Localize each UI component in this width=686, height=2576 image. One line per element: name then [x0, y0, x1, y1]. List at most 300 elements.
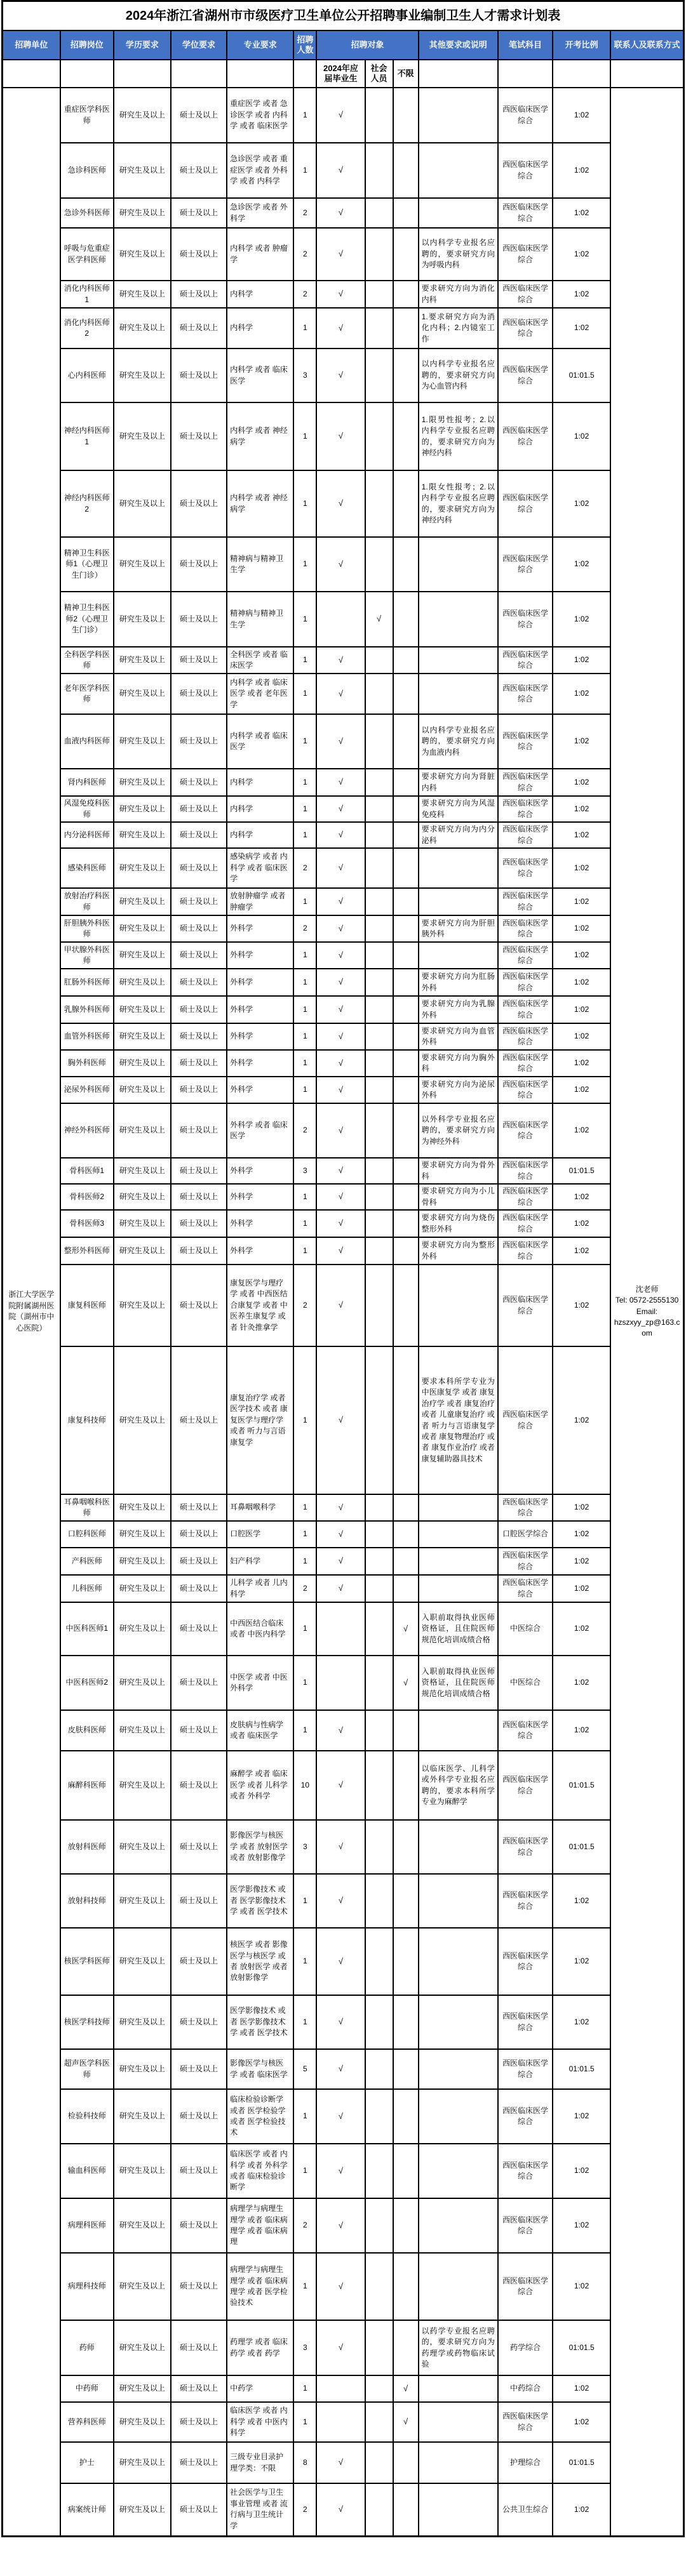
cell-degree: 硕士及以上 [171, 308, 227, 349]
cell-ratio: 1:02 [553, 1874, 610, 1928]
table-row [3, 1237, 684, 1265]
cell-degree: 硕士及以上 [171, 281, 227, 308]
cell-major: 临床医学 或者 内科学 或者 外科学 或者 临床检验诊断学 [227, 2144, 293, 2198]
cell-count: 10 [293, 1751, 316, 1820]
cell-post: 感染科医师 [60, 848, 114, 888]
cell-education: 研究生及以上 [114, 1184, 171, 1210]
cell-other-requirements: 要求研究方向为整形外科 [419, 1237, 498, 1265]
cell-education: 研究生及以上 [114, 2402, 171, 2442]
cell-post: 麻醉科医师 [60, 1751, 114, 1820]
cell-target-fresh: √ [316, 470, 365, 537]
cell-post: 全科医学科医师 [60, 647, 114, 674]
cell-target-fresh: √ [316, 198, 365, 228]
cell-target-fresh: √ [316, 1184, 365, 1210]
cell-count: 1 [293, 674, 316, 714]
cell-ratio: 1:02 [553, 1575, 610, 1602]
cell-other-requirements: 以内科学专业报名应聘的，要求研究方向为心血管内科 [419, 349, 498, 402]
subheader-empty [227, 60, 293, 88]
cell-post: 血管外科医师 [60, 1023, 114, 1050]
cell-target-fresh: √ [316, 647, 365, 674]
cell-target-fresh: √ [316, 281, 365, 308]
cell-count: 1 [293, 143, 316, 198]
cell-ratio: 01:01.5 [553, 1158, 610, 1184]
cell-exam-subject: 西医临床医学综合 [498, 2198, 553, 2253]
cell-post: 耳鼻咽喉科医师 [60, 1494, 114, 1521]
cell-count: 1 [293, 942, 316, 969]
col-header-count: 招聘人数 [293, 30, 316, 60]
cell-target-social [365, 1710, 393, 1751]
cell-education: 研究生及以上 [114, 228, 171, 281]
cell-target-social [365, 1656, 393, 1710]
cell-degree: 硕士及以上 [171, 1656, 227, 1710]
cell-target-unlimited [393, 1995, 419, 2049]
cell-count: 1 [293, 308, 316, 349]
cell-target-fresh: √ [316, 1928, 365, 1995]
cell-target-unlimited [393, 198, 419, 228]
cell-education: 研究生及以上 [114, 915, 171, 942]
cell-major: 感染病学 或者 内科学 或者 临床医学 [227, 848, 293, 888]
cell-other-requirements [419, 537, 498, 592]
cell-degree: 硕士及以上 [171, 2442, 227, 2483]
cell-education: 研究生及以上 [114, 2442, 171, 2483]
cell-target-social [365, 2198, 393, 2253]
table-row [3, 1874, 684, 1928]
cell-education: 研究生及以上 [114, 996, 171, 1023]
cell-count: 3 [293, 1820, 316, 1874]
cell-ratio: 1:02 [553, 2089, 610, 2144]
cell-post: 中药师 [60, 2375, 114, 2402]
cell-degree: 硕士及以上 [171, 942, 227, 969]
table-row [3, 1077, 684, 1103]
cell-target-unlimited [393, 1210, 419, 1237]
cell-target-fresh [316, 2375, 365, 2402]
cell-target-social [365, 308, 393, 349]
cell-other-requirements: 1.限男性报考；2.以内科学专业报名应聘的，要求研究方向为神经内科 [419, 402, 498, 470]
cell-other-requirements: 1.要求研究方向为消化内科；2.内镜室工作 [419, 308, 498, 349]
subheader-empty [3, 60, 60, 88]
cell-other-requirements: 入职前取得执业医师资格证，且住院医师规范化培训成绩合格 [419, 1656, 498, 1710]
cell-degree: 硕士及以上 [171, 848, 227, 888]
cell-degree: 硕士及以上 [171, 470, 227, 537]
cell-post: 肾内科医师 [60, 769, 114, 796]
cell-target-unlimited [393, 1023, 419, 1050]
cell-target-fresh: √ [316, 1237, 365, 1265]
cell-count: 1 [293, 647, 316, 674]
table-row [3, 228, 684, 281]
cell-count: 1 [293, 88, 316, 143]
cell-target-social [365, 2375, 393, 2402]
title-row [3, 1, 684, 31]
table-row [3, 2402, 684, 2442]
cell-target-social [365, 1995, 393, 2049]
cell-degree: 硕士及以上 [171, 822, 227, 848]
cell-ratio: 1:02 [553, 2253, 610, 2320]
cell-count: 1 [293, 1521, 316, 1548]
subheader-empty [610, 60, 683, 88]
cell-target-social [365, 1210, 393, 1237]
cell-major: 影像医学与核医学 或者 临床医学 [227, 2049, 293, 2089]
table-row [3, 1158, 684, 1184]
subheader-fresh-graduates: 2024年应届毕业生 [316, 60, 365, 88]
cell-education: 研究生及以上 [114, 1928, 171, 1995]
cell-major: 麻醉学 或者 临床医学 或者 儿科学 或者 外科学 [227, 1751, 293, 1820]
cell-other-requirements [419, 592, 498, 647]
table-row [3, 308, 684, 349]
cell-post: 中医科医师2 [60, 1656, 114, 1710]
cell-exam-subject: 西医临床医学综合 [498, 1103, 553, 1158]
cell-target-fresh: √ [316, 969, 365, 996]
table-row [3, 888, 684, 915]
cell-ratio: 1:02 [553, 1494, 610, 1521]
cell-target-social [365, 1158, 393, 1184]
cell-education: 研究生及以上 [114, 1521, 171, 1548]
cell-education: 研究生及以上 [114, 1346, 171, 1494]
cell-degree: 硕士及以上 [171, 88, 227, 143]
table-row [3, 2375, 684, 2402]
cell-degree: 硕士及以上 [171, 1023, 227, 1050]
cell-target-unlimited [393, 88, 419, 143]
cell-degree: 硕士及以上 [171, 2089, 227, 2144]
cell-count: 2 [293, 281, 316, 308]
cell-major: 中医学 或者 中医外科学 [227, 1656, 293, 1710]
cell-degree: 硕士及以上 [171, 996, 227, 1023]
cell-exam-subject: 西医临床医学综合 [498, 1710, 553, 1751]
cell-ratio: 1:02 [553, 1995, 610, 2049]
table-row [3, 769, 684, 796]
cell-exam-subject: 中医综合 [498, 1602, 553, 1656]
subheader-row [3, 60, 684, 88]
cell-target-fresh: √ [316, 537, 365, 592]
cell-target-unlimited [393, 942, 419, 969]
cell-count: 1 [293, 1874, 316, 1928]
cell-ratio: 1:02 [553, 969, 610, 996]
cell-exam-subject: 西医临床医学综合 [498, 2089, 553, 2144]
cell-exam-subject: 西医临床医学综合 [498, 537, 553, 592]
cell-target-unlimited [393, 143, 419, 198]
cell-major: 重症医学 或者 急诊医学 或者 内科学 或者 临床医学 [227, 88, 293, 143]
cell-target-fresh: √ [316, 1265, 365, 1346]
cell-post: 肛肠外科医师 [60, 969, 114, 996]
table-row [3, 2483, 684, 2536]
cell-education: 研究生及以上 [114, 198, 171, 228]
cell-post: 急诊科医师 [60, 143, 114, 198]
table-row [3, 592, 684, 647]
cell-post: 精神卫生科医师1（心理卫生门诊） [60, 537, 114, 592]
table-row [3, 796, 684, 822]
cell-education: 研究生及以上 [114, 1751, 171, 1820]
cell-other-requirements [419, 1874, 498, 1928]
cell-ratio: 1:02 [553, 2483, 610, 2536]
cell-target-fresh [316, 592, 365, 647]
cell-degree: 硕士及以上 [171, 769, 227, 796]
cell-exam-subject: 西医临床医学综合 [498, 1184, 553, 1210]
cell-target-unlimited [393, 1928, 419, 1995]
cell-exam-subject: 西医临床医学综合 [498, 592, 553, 647]
cell-exam-subject: 西医临床医学综合 [498, 2253, 553, 2320]
cell-target-fresh: √ [316, 402, 365, 470]
cell-target-unlimited [393, 1874, 419, 1928]
cell-target-fresh: √ [316, 674, 365, 714]
cell-other-requirements: 入职前取得执业医师资格证，且住院医师规范化培训成绩合格 [419, 1602, 498, 1656]
cell-exam-subject: 护理综合 [498, 2442, 553, 2483]
table-row [3, 1710, 684, 1751]
table-row [3, 1521, 684, 1548]
cell-post: 康复科医师 [60, 1265, 114, 1346]
cell-education: 研究生及以上 [114, 674, 171, 714]
cell-post: 泌尿外科医师 [60, 1077, 114, 1103]
cell-target-social [365, 1928, 393, 1995]
cell-post: 风湿免疫科医师 [60, 796, 114, 822]
cell-ratio: 1:02 [553, 1710, 610, 1751]
table-row [3, 1751, 684, 1820]
cell-other-requirements [419, 1710, 498, 1751]
table-row [3, 2144, 684, 2198]
cell-target-unlimited [393, 915, 419, 942]
cell-ratio: 1:02 [553, 1184, 610, 1210]
cell-ratio: 1:02 [553, 1023, 610, 1050]
cell-exam-subject: 西医临床医学综合 [498, 1023, 553, 1050]
cell-count: 1 [293, 2144, 316, 2198]
cell-post: 产科医师 [60, 1548, 114, 1575]
cell-ratio: 1:02 [553, 470, 610, 537]
cell-degree: 硕士及以上 [171, 1050, 227, 1077]
cell-target-fresh: √ [316, 714, 365, 769]
cell-ratio: 1:02 [553, 143, 610, 198]
cell-other-requirements [419, 1548, 498, 1575]
cell-major: 内科学 或者 临床医学 [227, 349, 293, 402]
cell-count: 1 [293, 1710, 316, 1751]
cell-count: 3 [293, 349, 316, 402]
cell-post: 输血科医师 [60, 2144, 114, 2198]
cell-exam-subject: 西医临床医学综合 [498, 1575, 553, 1602]
cell-other-requirements [419, 88, 498, 143]
cell-target-fresh: √ [316, 996, 365, 1023]
cell-exam-subject: 西医临床医学综合 [498, 1548, 553, 1575]
cell-education: 研究生及以上 [114, 2049, 171, 2089]
cell-major: 内科学 [227, 796, 293, 822]
cell-degree: 硕士及以上 [171, 2253, 227, 2320]
cell-target-fresh: √ [316, 2442, 365, 2483]
cell-post: 病理科技师 [60, 2253, 114, 2320]
cell-target-unlimited: √ [393, 1602, 419, 1656]
cell-target-unlimited [393, 769, 419, 796]
cell-exam-subject: 药学综合 [498, 2320, 553, 2375]
cell-major: 外科学 [227, 1158, 293, 1184]
cell-degree: 硕士及以上 [171, 1077, 227, 1103]
cell-major: 康复医学与理疗学 或者 中西医结合康复学 或者 中医养生康复学 或者 针灸推拿学 [227, 1265, 293, 1346]
cell-degree: 硕士及以上 [171, 1548, 227, 1575]
cell-other-requirements: 要求研究方向为烧伤整形外科 [419, 1210, 498, 1237]
cell-target-fresh: √ [316, 1995, 365, 2049]
cell-major: 核医学 或者 影像医学与核医学 或者 放射医学 或者 放射影像学 [227, 1928, 293, 1995]
cell-major: 病理学与病理生理学 或者 临床病理学 或者 临床病理 [227, 2198, 293, 2253]
cell-target-fresh: √ [316, 2483, 365, 2536]
cell-major: 中西医结合临床 或者 中医内科学 [227, 1602, 293, 1656]
cell-major: 外科学 [227, 1050, 293, 1077]
cell-major: 中药学 [227, 2375, 293, 2402]
cell-other-requirements [419, 2144, 498, 2198]
cell-other-requirements [419, 1521, 498, 1548]
cell-other-requirements: 要求研究方向为骨外科 [419, 1158, 498, 1184]
cell-ratio: 1:02 [553, 592, 610, 647]
cell-education: 研究生及以上 [114, 848, 171, 888]
cell-target-fresh: √ [316, 1751, 365, 1820]
cell-exam-subject: 西医临床医学综合 [498, 1265, 553, 1346]
cell-exam-subject: 西医临床医学综合 [498, 1820, 553, 1874]
cell-other-requirements: 以内科学专业报名应聘的，要求研究方向为呼吸内科 [419, 228, 498, 281]
cell-target-fresh: √ [316, 888, 365, 915]
cell-count: 1 [293, 2375, 316, 2402]
cell-target-social [365, 1494, 393, 1521]
cell-degree: 硕士及以上 [171, 2402, 227, 2442]
cell-major: 康复治疗学 或者 医学技术 或者 康复医学与理疗学 或者 听力与言语康复学 [227, 1346, 293, 1494]
cell-exam-subject: 中医综合 [498, 1656, 553, 1710]
cell-exam-subject: 西医临床医学综合 [498, 1077, 553, 1103]
cell-post: 精神卫生科医师2（心理卫生门诊） [60, 592, 114, 647]
cell-target-social [365, 1820, 393, 1874]
cell-ratio: 1:02 [553, 888, 610, 915]
col-header-major: 专业要求 [227, 30, 293, 60]
table-row [3, 143, 684, 198]
cell-ratio: 1:02 [553, 1656, 610, 1710]
cell-education: 研究生及以上 [114, 647, 171, 674]
cell-target-unlimited [393, 1751, 419, 1820]
cell-target-fresh: √ [316, 848, 365, 888]
table-row [3, 1210, 684, 1237]
cell-count: 1 [293, 1077, 316, 1103]
cell-exam-subject: 中药综合 [498, 2375, 553, 2402]
cell-target-social [365, 349, 393, 402]
cell-post: 血液内科医师 [60, 714, 114, 769]
cell-education: 研究生及以上 [114, 1820, 171, 1874]
table-body [3, 88, 684, 2536]
cell-ratio: 1:02 [553, 1602, 610, 1656]
cell-target-social: √ [365, 592, 393, 647]
cell-other-requirements: 要求研究方向为胸外科 [419, 1050, 498, 1077]
cell-target-fresh: √ [316, 1820, 365, 1874]
contact-email-label: Email: [636, 1306, 658, 1316]
cell-education: 研究生及以上 [114, 2483, 171, 2536]
table-row [3, 2320, 684, 2375]
cell-exam-subject: 西医临床医学综合 [498, 88, 553, 143]
col-header-education: 学历要求 [114, 30, 171, 60]
cell-post: 放射科技师 [60, 1874, 114, 1928]
table-row [3, 1575, 684, 1602]
cell-degree: 硕士及以上 [171, 1184, 227, 1210]
cell-target-social [365, 915, 393, 942]
cell-target-fresh: √ [316, 796, 365, 822]
cell-ratio: 1:02 [553, 996, 610, 1023]
cell-degree: 硕士及以上 [171, 143, 227, 198]
cell-education: 研究生及以上 [114, 88, 171, 143]
cell-target-unlimited [393, 2483, 419, 2536]
cell-major: 口腔医学 [227, 1521, 293, 1548]
cell-other-requirements: 要求研究方向为泌尿外科 [419, 1077, 498, 1103]
cell-education: 研究生及以上 [114, 1103, 171, 1158]
cell-other-requirements [419, 1265, 498, 1346]
table-row [3, 470, 684, 537]
cell-degree: 硕士及以上 [171, 537, 227, 592]
cell-target-social [365, 470, 393, 537]
table-row [3, 1494, 684, 1521]
subheader-empty [553, 60, 610, 88]
cell-degree: 硕士及以上 [171, 969, 227, 996]
cell-exam-subject: 西医临床医学综合 [498, 848, 553, 888]
cell-target-fresh: √ [316, 1077, 365, 1103]
cell-ratio: 1:02 [553, 1521, 610, 1548]
table-row [3, 1103, 684, 1158]
cell-target-social [365, 228, 393, 281]
cell-exam-subject: 西医临床医学综合 [498, 1050, 553, 1077]
cell-count: 1 [293, 796, 316, 822]
cell-education: 研究生及以上 [114, 1995, 171, 2049]
cell-other-requirements: 以外科学专业报名应聘的，要求研究方向为神经外科 [419, 1103, 498, 1158]
table-row [3, 969, 684, 996]
cell-major: 外科学 [227, 996, 293, 1023]
cell-other-requirements [419, 143, 498, 198]
table-row [3, 822, 684, 848]
subheader-empty [498, 60, 553, 88]
cell-exam-subject: 西医临床医学综合 [498, 143, 553, 198]
cell-ratio: 1:02 [553, 281, 610, 308]
cell-exam-subject: 口腔医学综合 [498, 1521, 553, 1548]
cell-target-social [365, 822, 393, 848]
cell-ratio: 1:02 [553, 1548, 610, 1575]
col-header-unit: 招聘单位 [3, 30, 60, 60]
cell-post: 儿科医师 [60, 1575, 114, 1602]
cell-target-unlimited [393, 969, 419, 996]
cell-post: 核医学科技师 [60, 1995, 114, 2049]
cell-target-unlimited [393, 1346, 419, 1494]
cell-ratio: 1:02 [553, 796, 610, 822]
cell-exam-subject: 西医临床医学综合 [498, 2144, 553, 2198]
cell-target-social [365, 537, 393, 592]
cell-degree: 硕士及以上 [171, 592, 227, 647]
cell-post: 呼吸与危重症医学科医师 [60, 228, 114, 281]
cell-target-social [365, 848, 393, 888]
cell-ratio: 01:01.5 [553, 1751, 610, 1820]
cell-target-social [365, 2049, 393, 2089]
cell-count: 2 [293, 2198, 316, 2253]
cell-count: 1 [293, 1210, 316, 1237]
cell-target-social [365, 1346, 393, 1494]
cell-count: 2 [293, 1265, 316, 1346]
cell-major: 临床医学 或者 内科学 或者 中医内科学 [227, 2402, 293, 2442]
cell-post: 重症医学科医师 [60, 88, 114, 143]
cell-target-unlimited [393, 2198, 419, 2253]
cell-count: 1 [293, 996, 316, 1023]
cell-major: 外科学 [227, 1237, 293, 1265]
cell-major: 三级专业目录护理学类：不限 [227, 2442, 293, 2483]
cell-education: 研究生及以上 [114, 402, 171, 470]
cell-post: 肝胆胰外科医师 [60, 915, 114, 942]
recruiting-unit-cell: 浙江大学医学院附属湖州医院（湖州市中心医院） [3, 88, 60, 2536]
cell-exam-subject: 西医临床医学综合 [498, 1874, 553, 1928]
cell-exam-subject: 西医临床医学综合 [498, 996, 553, 1023]
cell-target-fresh [316, 2402, 365, 2442]
cell-exam-subject: 西医临床医学综合 [498, 674, 553, 714]
cell-other-requirements [419, 647, 498, 674]
cell-exam-subject: 西医临床医学综合 [498, 1494, 553, 1521]
table-row [3, 2198, 684, 2253]
cell-target-social [365, 2402, 393, 2442]
cell-target-social [365, 1874, 393, 1928]
cell-degree: 硕士及以上 [171, 915, 227, 942]
cell-post: 整形外科医师 [60, 1237, 114, 1265]
cell-post: 检验科技师 [60, 2089, 114, 2144]
cell-post: 护士 [60, 2442, 114, 2483]
cell-ratio: 1:02 [553, 942, 610, 969]
